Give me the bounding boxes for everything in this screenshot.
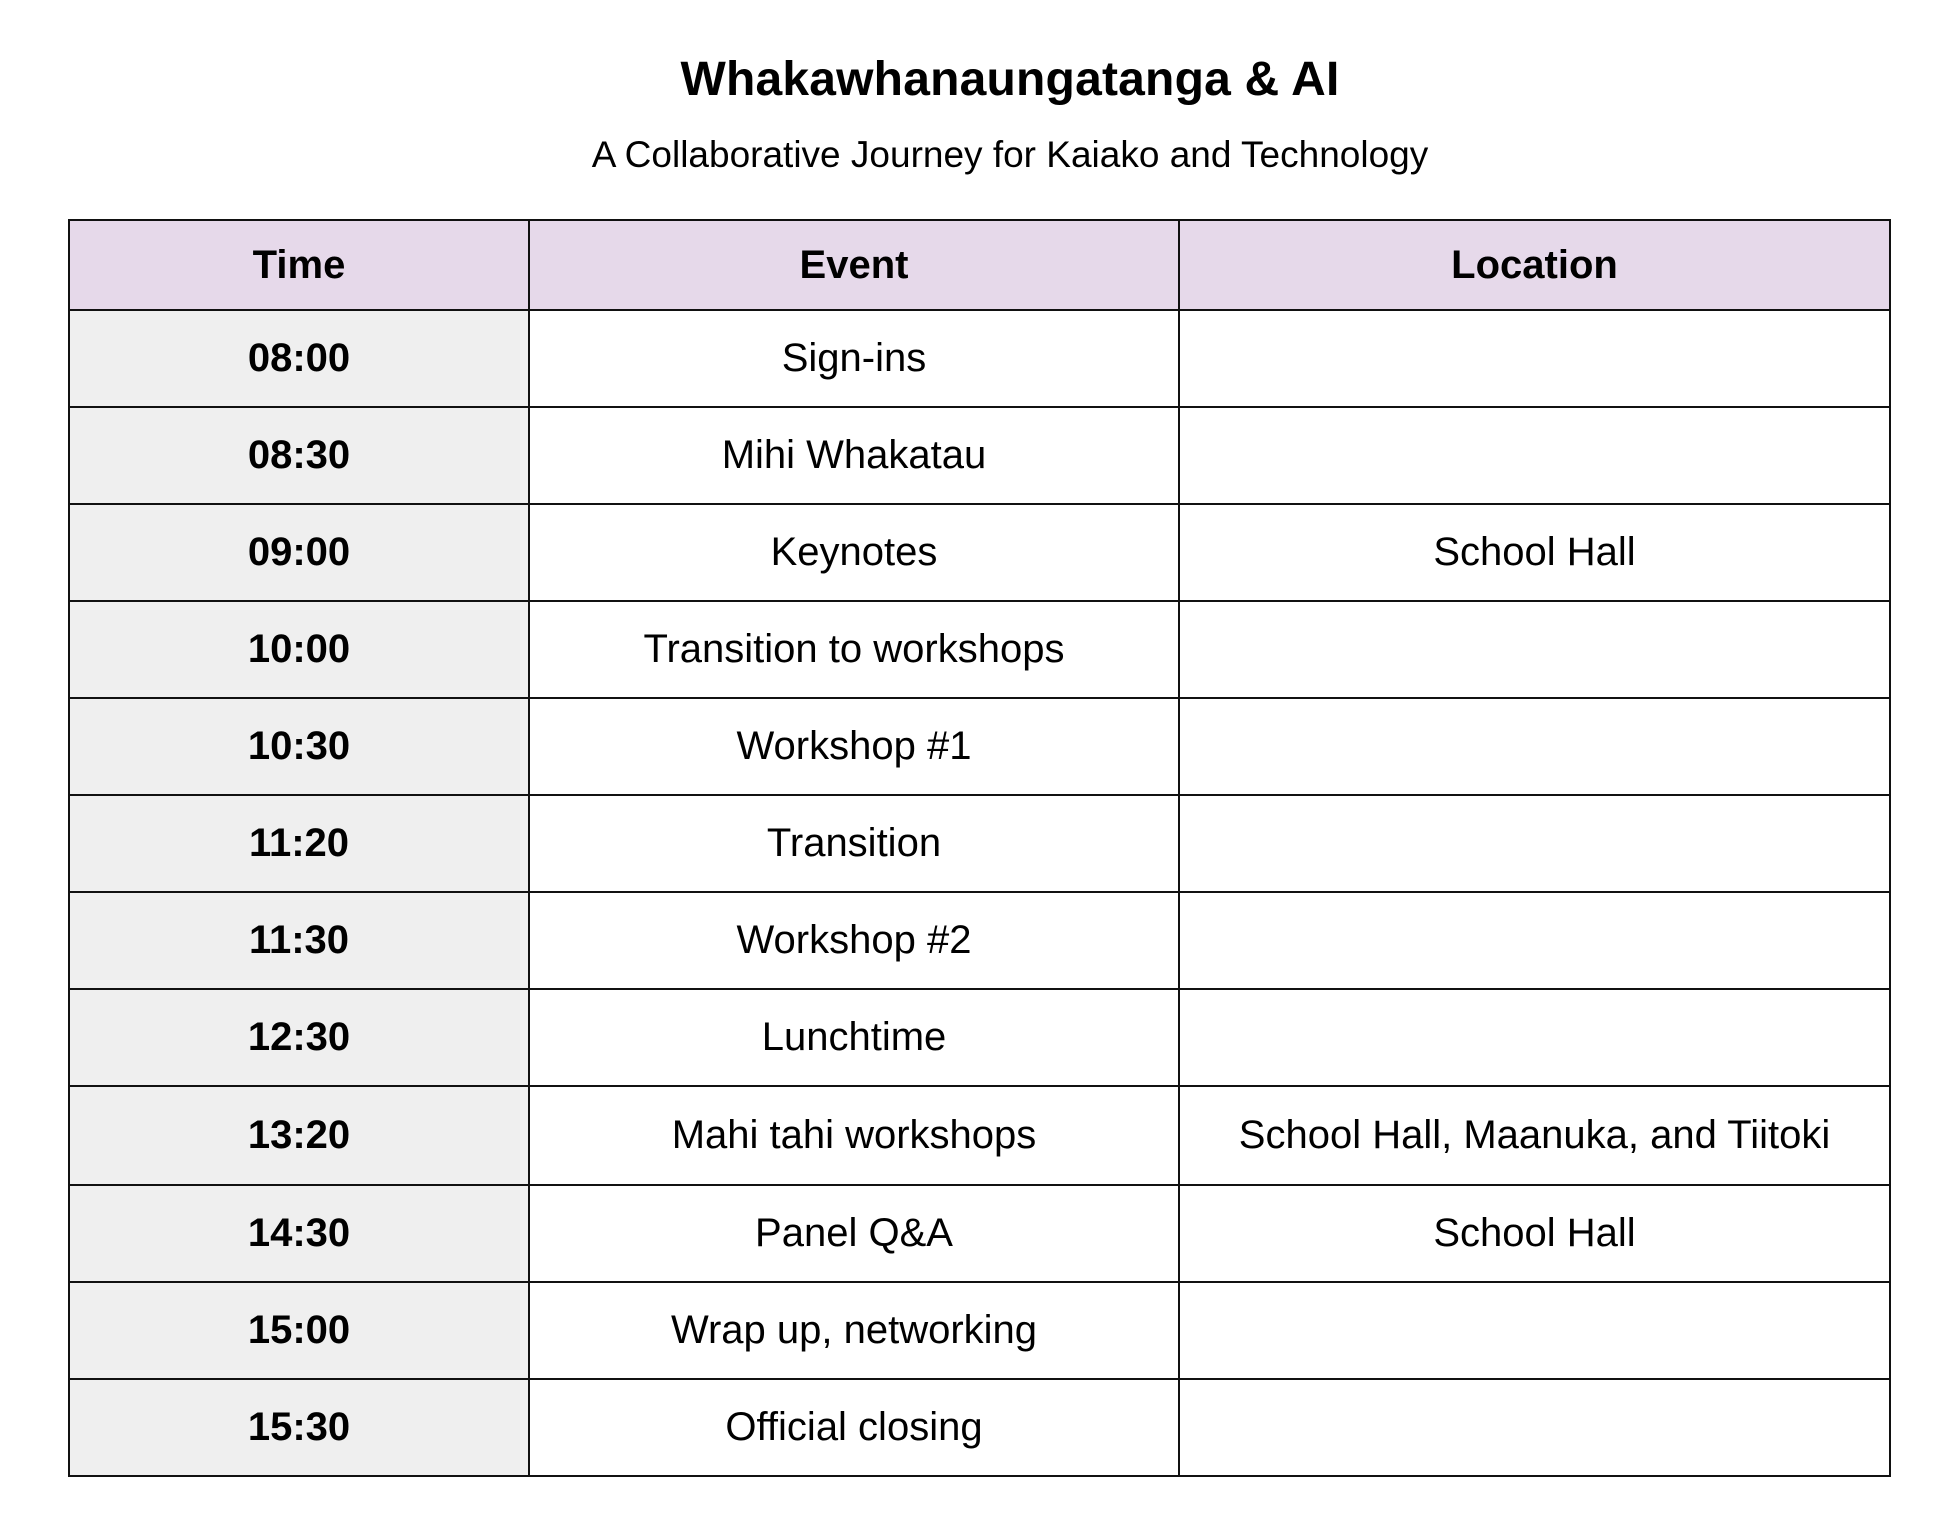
event-cell: Transition: [529, 795, 1179, 892]
location-cell: [1179, 407, 1890, 504]
table-row: [69, 310, 1890, 407]
time-cell: 12:30: [69, 989, 529, 1086]
location-cell: [1179, 795, 1890, 892]
time-cell: 10:00: [69, 601, 529, 698]
schedule-table: [68, 219, 1891, 1477]
column-header-time: Time: [69, 220, 529, 310]
location-cell: [1179, 601, 1890, 698]
location-cell: [1179, 892, 1890, 989]
time-cell: 08:00: [69, 310, 529, 407]
time-cell: 10:30: [69, 698, 529, 795]
page-subtitle: A Collaborative Journey for Kaiako and Technology: [591, 134, 1429, 175]
location-cell: School Hall, Maanuka, and Tiitoki: [1179, 1086, 1890, 1185]
event-cell: Keynotes: [529, 504, 1179, 601]
table-header-row: [69, 220, 1890, 310]
column-header-location: Location: [1179, 220, 1890, 310]
time-cell: 15:00: [69, 1282, 529, 1379]
time-cell: 08:30: [69, 407, 529, 504]
location-cell: [1179, 698, 1890, 795]
time-cell: 13:20: [69, 1086, 529, 1185]
time-cell: 11:30: [69, 892, 529, 989]
table-row: [69, 1379, 1890, 1476]
event-cell: Panel Q&A: [529, 1185, 1179, 1282]
event-cell: Workshop #2: [529, 892, 1179, 989]
event-cell: Mihi Whakatau: [529, 407, 1179, 504]
table-row: [69, 1086, 1890, 1185]
location-cell: School Hall: [1179, 1185, 1890, 1282]
location-cell: [1179, 1282, 1890, 1379]
location-cell: School Hall: [1179, 504, 1890, 601]
table-row: [69, 892, 1890, 989]
event-cell: Lunchtime: [529, 989, 1179, 1086]
table-row: [69, 1282, 1890, 1379]
table-row: [69, 504, 1890, 601]
time-cell: 14:30: [69, 1185, 529, 1282]
table-row: [69, 989, 1890, 1086]
time-cell: 11:20: [69, 795, 529, 892]
event-cell: Transition to workshops: [529, 601, 1179, 698]
event-cell: Sign-ins: [529, 310, 1179, 407]
event-cell: Wrap up, networking: [529, 1282, 1179, 1379]
location-cell: [1179, 1379, 1890, 1476]
column-header-event: Event: [529, 220, 1179, 310]
time-cell: 09:00: [69, 504, 529, 601]
event-cell: Official closing: [529, 1379, 1179, 1476]
event-cell: Mahi tahi workshops: [529, 1086, 1179, 1185]
location-cell: [1179, 989, 1890, 1086]
time-cell: 15:30: [69, 1379, 529, 1476]
table-row: [69, 407, 1890, 504]
event-cell: Workshop #1: [529, 698, 1179, 795]
page-title: Whakawhanaungatanga & AI: [680, 53, 1340, 106]
table-row: [69, 698, 1890, 795]
table-row: [69, 795, 1890, 892]
location-cell: [1179, 310, 1890, 407]
table-row: [69, 601, 1890, 698]
table-row: [69, 1185, 1890, 1282]
